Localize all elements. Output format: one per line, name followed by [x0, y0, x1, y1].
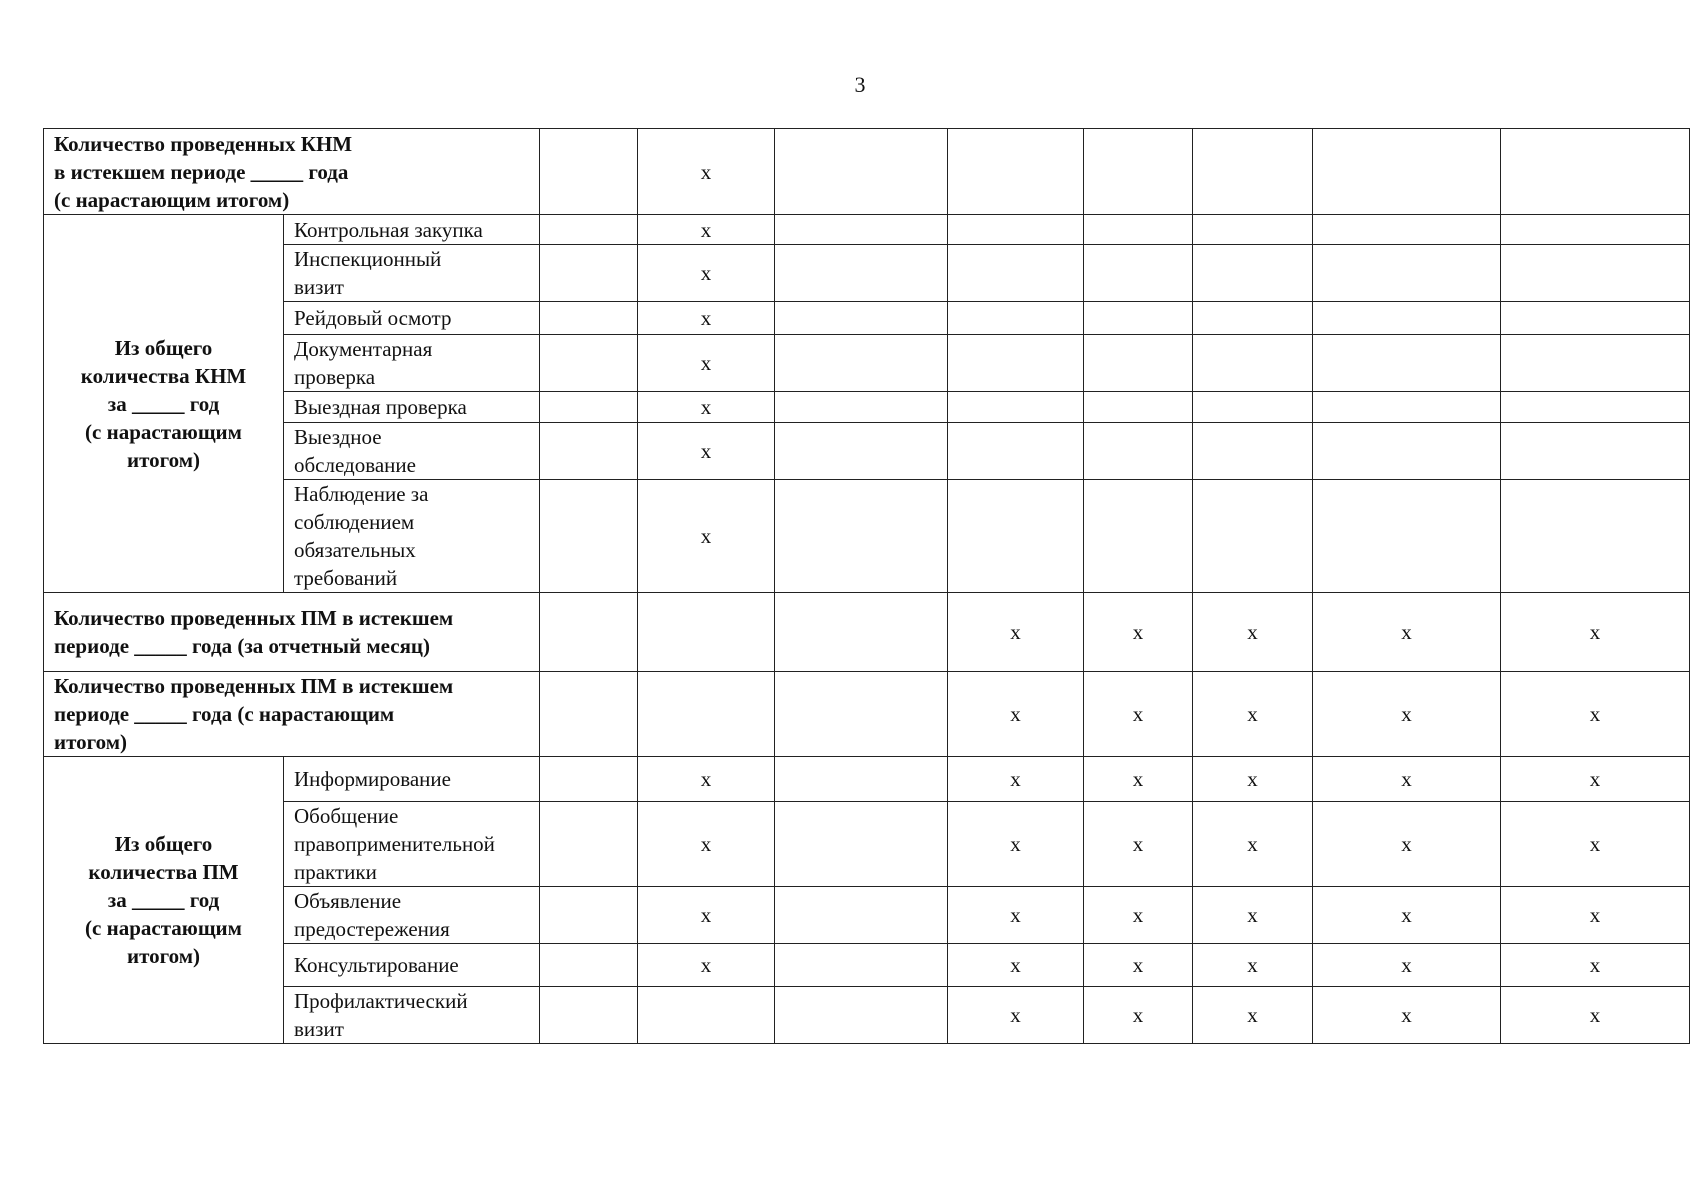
data-cell: х: [638, 757, 775, 802]
data-cell: [948, 245, 1084, 302]
table-row: [44, 480, 1690, 593]
data-cell: [638, 987, 775, 1044]
data-cell: [540, 757, 638, 802]
data-cell: х: [638, 215, 775, 245]
data-cell: [1313, 335, 1501, 392]
data-cell: х: [1313, 757, 1501, 802]
data-cell: х: [948, 593, 1084, 672]
data-cell: [1193, 480, 1313, 593]
data-cell: [540, 392, 638, 423]
data-cell: х: [1313, 987, 1501, 1044]
data-cell: [1084, 423, 1193, 480]
data-cell: [1193, 423, 1313, 480]
data-cell: [540, 672, 638, 757]
data-cell: [948, 215, 1084, 245]
data-cell: [540, 423, 638, 480]
data-cell: х: [638, 480, 775, 593]
group-title: Из общего количества ПМ за _____ год (с нарастающим итогом): [44, 757, 284, 1044]
row-label: Документарная проверка: [284, 335, 540, 392]
row-title: Количество проведенных КНМ в истекшем периоде _____ года (с нарастающим итогом): [44, 129, 540, 215]
data-cell: [540, 335, 638, 392]
data-cell: [775, 593, 948, 672]
data-cell: [1084, 129, 1193, 215]
data-cell: [1501, 480, 1690, 593]
data-cell: х: [1084, 757, 1193, 802]
data-cell: х: [638, 129, 775, 215]
data-cell: [948, 302, 1084, 335]
data-cell: х: [948, 887, 1084, 944]
data-cell: [540, 129, 638, 215]
data-cell: [775, 129, 948, 215]
data-cell: х: [638, 887, 775, 944]
data-cell: [1313, 129, 1501, 215]
data-cell: [948, 480, 1084, 593]
data-cell: х: [1084, 887, 1193, 944]
data-cell: [1313, 245, 1501, 302]
data-cell: х: [638, 802, 775, 887]
data-cell: х: [638, 245, 775, 302]
data-cell: х: [638, 335, 775, 392]
data-cell: х: [638, 423, 775, 480]
data-cell: [775, 423, 948, 480]
data-cell: х: [948, 987, 1084, 1044]
data-cell: [1084, 245, 1193, 302]
data-cell: [1084, 392, 1193, 423]
table-row: [44, 593, 1690, 672]
data-cell: [1313, 302, 1501, 335]
data-cell: х: [1193, 593, 1313, 672]
data-cell: [775, 480, 948, 593]
table-row: [44, 245, 1690, 302]
data-cell: х: [638, 944, 775, 987]
data-cell: [540, 480, 638, 593]
data-cell: х: [1501, 593, 1690, 672]
data-cell: х: [1193, 944, 1313, 987]
table-row: [44, 887, 1690, 944]
row-label: Выездное обследование: [284, 423, 540, 480]
data-cell: х: [1084, 672, 1193, 757]
data-cell: [775, 802, 948, 887]
data-cell: х: [1501, 887, 1690, 944]
data-cell: [1313, 392, 1501, 423]
data-cell: [948, 335, 1084, 392]
data-cell: х: [1501, 672, 1690, 757]
data-cell: х: [1084, 802, 1193, 887]
data-cell: х: [948, 944, 1084, 987]
data-cell: [1313, 423, 1501, 480]
data-cell: [1084, 215, 1193, 245]
data-cell: [775, 757, 948, 802]
data-cell: х: [1193, 672, 1313, 757]
data-cell: [1501, 335, 1690, 392]
table-row: [44, 423, 1690, 480]
data-cell: [1084, 480, 1193, 593]
data-cell: [775, 887, 948, 944]
row-label: Наблюдение за соблюдением обязательных требований: [284, 480, 540, 593]
row-label: Объявление предостережения: [284, 887, 540, 944]
data-cell: х: [1501, 944, 1690, 987]
data-cell: х: [1193, 987, 1313, 1044]
row-label: Выездная проверка: [284, 392, 540, 423]
table-row: [44, 757, 1690, 802]
data-cell: [540, 987, 638, 1044]
data-cell: [775, 987, 948, 1044]
data-cell: [775, 392, 948, 423]
data-cell: [1501, 129, 1690, 215]
data-cell: [948, 392, 1084, 423]
data-cell: х: [1193, 802, 1313, 887]
data-cell: [775, 245, 948, 302]
table-row: [44, 335, 1690, 392]
row-label: Профилактический визит: [284, 987, 540, 1044]
data-cell: [1193, 129, 1313, 215]
row-label: Информирование: [284, 757, 540, 802]
data-cell: х: [1501, 987, 1690, 1044]
data-cell: [1313, 215, 1501, 245]
data-cell: х: [1313, 593, 1501, 672]
data-cell: [1193, 335, 1313, 392]
table-row: [44, 672, 1690, 757]
data-cell: х: [1084, 944, 1193, 987]
data-cell: [1193, 302, 1313, 335]
data-cell: [540, 215, 638, 245]
data-cell: х: [948, 802, 1084, 887]
data-cell: [540, 245, 638, 302]
data-cell: х: [1501, 757, 1690, 802]
table-row: [44, 802, 1690, 887]
data-cell: [540, 944, 638, 987]
row-title: Количество проведенных ПМ в истекшем периоде _____ года (за отчетный месяц): [44, 593, 540, 672]
row-label: Инспекционный визит: [284, 245, 540, 302]
row-label: Обобщение правоприменительной практики: [284, 802, 540, 887]
row-label: Консультирование: [284, 944, 540, 987]
data-cell: [540, 887, 638, 944]
data-cell: [1313, 480, 1501, 593]
data-cell: [948, 129, 1084, 215]
table-row: [44, 392, 1690, 423]
table-row: [44, 302, 1690, 335]
data-cell: х: [1313, 887, 1501, 944]
group-title: Из общего количества КНМ за _____ год (с нарастающим итогом): [44, 215, 284, 593]
table-row: [44, 129, 1690, 215]
data-cell: х: [948, 757, 1084, 802]
data-cell: [1084, 335, 1193, 392]
data-cell: [775, 302, 948, 335]
report-table: [43, 128, 1690, 1044]
row-title: Количество проведенных ПМ в истекшем периоде _____ года (с нарастающим итогом): [44, 672, 540, 757]
data-cell: [1193, 215, 1313, 245]
table-row: [44, 944, 1690, 987]
data-cell: [540, 593, 638, 672]
data-cell: [1501, 423, 1690, 480]
data-cell: х: [948, 672, 1084, 757]
data-cell: х: [638, 392, 775, 423]
data-cell: [540, 802, 638, 887]
data-cell: х: [638, 302, 775, 335]
data-cell: [1193, 245, 1313, 302]
data-cell: х: [1313, 944, 1501, 987]
data-cell: х: [1193, 757, 1313, 802]
data-cell: х: [1084, 987, 1193, 1044]
data-cell: [540, 302, 638, 335]
table-row: [44, 987, 1690, 1044]
data-cell: [1501, 392, 1690, 423]
data-cell: х: [1084, 593, 1193, 672]
data-cell: х: [1313, 802, 1501, 887]
data-cell: [775, 944, 948, 987]
data-cell: [948, 423, 1084, 480]
data-cell: [1501, 245, 1690, 302]
data-cell: [1084, 302, 1193, 335]
table-row: [44, 215, 1690, 245]
data-cell: х: [1501, 802, 1690, 887]
data-cell: [1501, 215, 1690, 245]
data-cell: [775, 215, 948, 245]
data-cell: [775, 335, 948, 392]
data-cell: [1501, 302, 1690, 335]
row-label: Контрольная закупка: [284, 215, 540, 245]
data-cell: [638, 672, 775, 757]
page-number: 3: [854, 72, 866, 97]
data-cell: х: [1313, 672, 1501, 757]
data-cell: [1193, 392, 1313, 423]
data-cell: [775, 672, 948, 757]
data-cell: [638, 593, 775, 672]
data-cell: х: [1193, 887, 1313, 944]
row-label: Рейдовый осмотр: [284, 302, 540, 335]
